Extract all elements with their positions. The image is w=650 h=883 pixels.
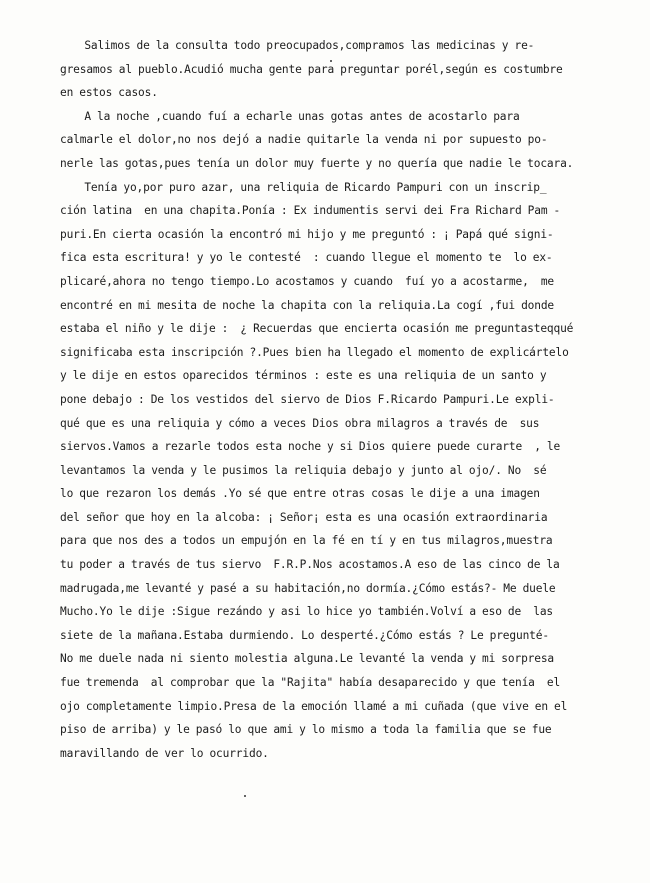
- text-line: del señor que hoy en la alcoba: ¡ Señor¡ esta es una ocasión extraordinaria: [60, 510, 548, 524]
- text-line: ojo completamente limpio.Presa de la emoción llamé a mi cuñada (que vive en el: [60, 699, 568, 713]
- text-line: ción latina en una chapita.Ponía : Ex indumentis servi dei Fra Richard Pam -: [60, 204, 561, 218]
- text-line: levantamos la venda y le pusimos la reliquia debajo y junto al ojo/. No sé: [60, 463, 547, 477]
- text-line: A la noche ,cuando fuí a echarle unas gotas antes de acostarlo para: [60, 109, 520, 123]
- text-line: piso de arriba) y le pasó lo que ami y lo mismo a toda la familia que se fue: [60, 723, 552, 737]
- typewritten-body: [60, 34, 630, 765]
- text-line: para que nos des a todos un empujón en la fé en tí y en tus milagros,muestra: [60, 534, 553, 548]
- text-line: Salimos de la consulta todo preocupados,compramos las medicinas y re-: [60, 39, 535, 52]
- text-line: pone debajo : De los vestidos del siervo de Dios F.Ricardo Pampuri.Le expli-: [60, 392, 555, 406]
- ink-speck: [244, 795, 246, 797]
- text-line: gresamos al pueblo.Acudió mucha gente para preguntar porél,según es costumbre: [60, 62, 563, 76]
- text-line: calmarle el dolor,no nos dejó a nadie quitarle la venda ni por supuesto po-: [60, 133, 548, 147]
- text-line: en estos casos.: [60, 86, 158, 100]
- text-line: tu poder a través de tus siervo F.R.P.Nos acostamos.A eso de las cinco de la: [60, 558, 560, 572]
- text-line: plicaré,ahora no tengo tiempo.Lo acostamos y cuando fuí yo a acostarme, me: [60, 274, 554, 288]
- text-line: puri.En cierta ocasión la encontró mi hijo y me preguntó : ¡ Papá qué signi-: [60, 227, 554, 241]
- ink-speck: [330, 60, 332, 62]
- text-line: maravillando de ver lo ocurrido.: [60, 746, 269, 760]
- text-line: lo que rezaron los demás .Yo sé que entre otras cosas le dije a una imagen: [60, 487, 540, 501]
- text-line: significaba esta inscripción ?.Pues bien ha llegado el momento de explicártelo: [60, 345, 569, 359]
- text-line: siervos.Vamos a rezarle todos esta noche y si Dios quiere puede curarte , le: [60, 440, 561, 454]
- text-line: fue tremenda al comprobar que la "Rajita" había desaparecido y que tenía el: [60, 676, 561, 690]
- text-line: madrugada,me levanté y pasé a su habitación,no dormía.¿Cómo estás?- Me duele: [60, 581, 556, 595]
- text-line: nerle las gotas,pues tenía un dolor muy fuerte y no quería que nadie le tocara.: [60, 156, 574, 170]
- text-line: estaba el niño y le dije : ¿ Recuerdas que encierta ocasión me preguntasteqqué: [60, 322, 574, 336]
- text-line: qué que es una reliquia y cómo a veces Dios obra milagros a través de sus: [60, 416, 540, 430]
- text-line: encontré en mi mesita de noche la chapita con la reliquia.La cogí ,fui donde: [60, 298, 554, 312]
- text-line: siete de la mañana.Estaba durmiendo. Lo desperté.¿Cómo estás ? Le pregunté-: [60, 628, 549, 642]
- text-line: No me duele nada ni siento molestia alguna.Le levanté la venda y mi sorpresa: [60, 652, 554, 666]
- text-line: Mucho.Yo le dije :Sigue rezándo y asi lo hice yo también.Volví a eso de las: [60, 605, 553, 619]
- text-line: y le dije en estos oparecidos términos : este es una reliquia de un santo y: [60, 369, 547, 383]
- text-line: Tenía yo,por puro azar, una reliquia de Ricardo Pampuri con un inscrip_: [60, 180, 547, 194]
- text-line: fica esta escritura! y yo le contesté : cuando llegue el momento te lo ex-: [60, 251, 553, 265]
